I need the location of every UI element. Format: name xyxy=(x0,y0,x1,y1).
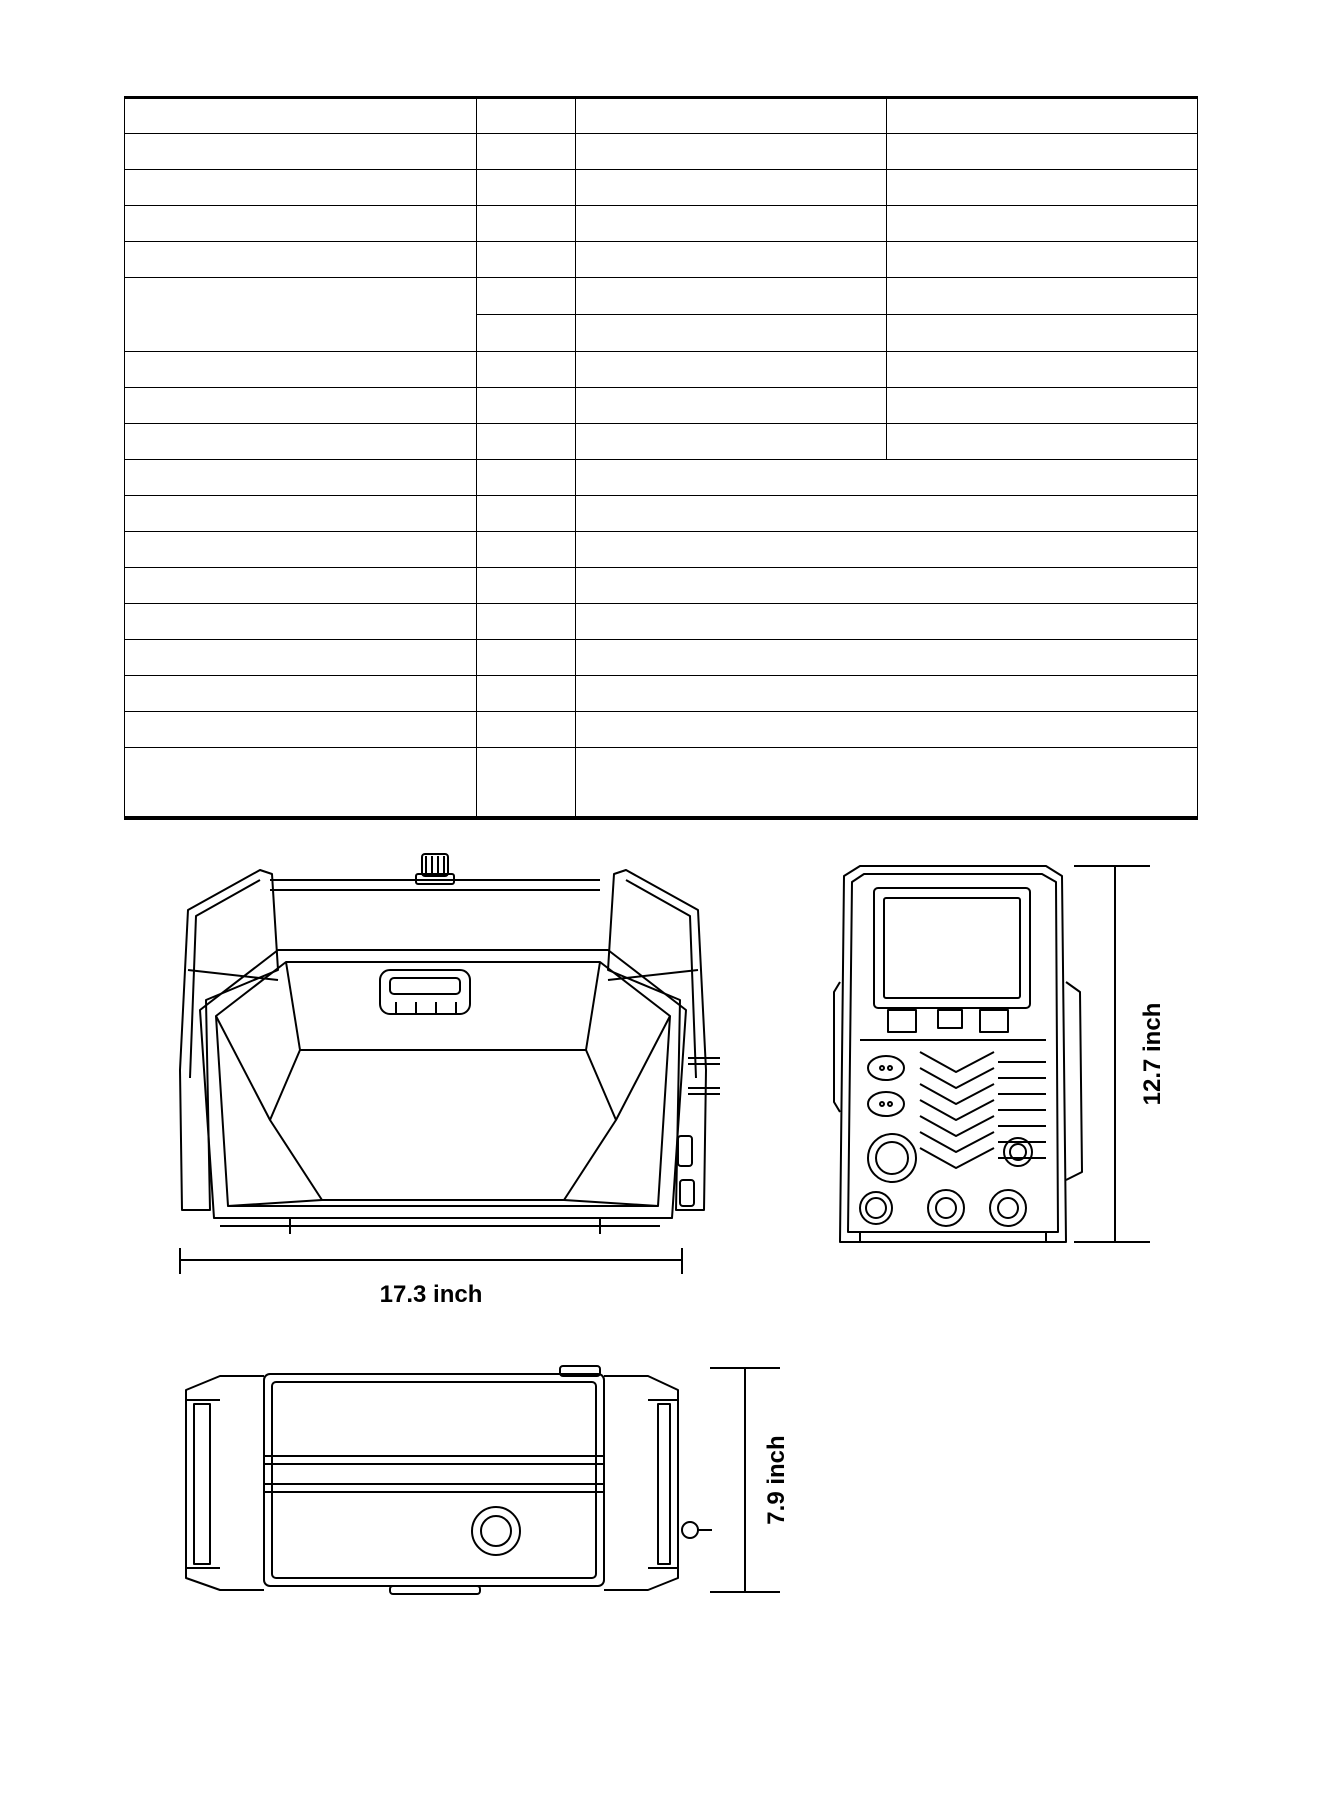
table-cell xyxy=(576,712,1198,748)
table-cell xyxy=(477,206,576,242)
table-cell xyxy=(477,496,576,532)
table-cell xyxy=(125,640,477,676)
table-cell xyxy=(477,352,576,388)
table-cell xyxy=(125,712,477,748)
table-cell xyxy=(576,242,887,278)
table-cell xyxy=(125,278,477,352)
table-cell xyxy=(125,604,477,640)
table-row xyxy=(125,712,1198,748)
table-cell xyxy=(125,206,477,242)
table-cell xyxy=(477,640,576,676)
depth-dimension-label: 7.9 inch xyxy=(763,1435,790,1525)
table-cell xyxy=(125,134,477,170)
table-cell xyxy=(887,315,1198,352)
table-cell xyxy=(887,206,1198,242)
table-cell xyxy=(125,170,477,206)
width-dimension-label: 17.3 inch xyxy=(379,1281,483,1308)
table-cell xyxy=(576,98,887,134)
table-cell xyxy=(477,242,576,278)
table-cell xyxy=(887,98,1198,134)
table-cell xyxy=(477,748,576,818)
table-row xyxy=(125,388,1198,424)
table-row xyxy=(125,460,1198,496)
table-cell xyxy=(125,388,477,424)
table-row xyxy=(125,676,1198,712)
table-cell xyxy=(576,170,887,206)
table-row xyxy=(125,568,1198,604)
table-cell xyxy=(477,315,576,352)
table-cell xyxy=(576,206,887,242)
table-cell xyxy=(477,712,576,748)
table-cell xyxy=(125,676,477,712)
table-row xyxy=(125,134,1198,170)
table-cell xyxy=(125,460,477,496)
spec-table xyxy=(124,96,1198,820)
table-cell xyxy=(576,604,1198,640)
table-cell xyxy=(887,278,1198,315)
table-cell xyxy=(576,748,1198,818)
table-cell xyxy=(125,532,477,568)
table-cell xyxy=(125,352,477,388)
table-cell xyxy=(125,424,477,460)
table-cell xyxy=(477,604,576,640)
table-cell xyxy=(576,388,887,424)
table-cell xyxy=(477,532,576,568)
table-cell xyxy=(125,242,477,278)
table-cell xyxy=(576,424,887,460)
table-row xyxy=(125,748,1198,818)
table-cell xyxy=(576,676,1198,712)
table-cell xyxy=(576,134,887,170)
table-cell xyxy=(887,352,1198,388)
table-row xyxy=(125,532,1198,568)
side-view-drawing xyxy=(160,850,730,1310)
table-cell xyxy=(576,496,1198,532)
table-row xyxy=(125,242,1198,278)
table-row xyxy=(125,352,1198,388)
table-row xyxy=(125,278,1198,315)
table-cell xyxy=(477,134,576,170)
front-view-drawing xyxy=(830,862,1190,1252)
table-cell xyxy=(576,568,1198,604)
table-cell xyxy=(887,170,1198,206)
table-row xyxy=(125,604,1198,640)
table-cell xyxy=(576,315,887,352)
table-row xyxy=(125,640,1198,676)
table-cell xyxy=(477,676,576,712)
table-row xyxy=(125,98,1198,134)
table-cell xyxy=(576,278,887,315)
table-cell xyxy=(477,424,576,460)
table-cell xyxy=(125,496,477,532)
table-cell xyxy=(887,134,1198,170)
table-cell xyxy=(887,388,1198,424)
table-cell xyxy=(576,532,1198,568)
table-cell xyxy=(576,352,887,388)
table-row xyxy=(125,424,1198,460)
table-cell xyxy=(576,460,1198,496)
table-cell xyxy=(576,640,1198,676)
table-row xyxy=(125,206,1198,242)
table-row xyxy=(125,496,1198,532)
table-cell xyxy=(125,568,477,604)
height-dimension-label: 12.7 inch xyxy=(1139,1002,1166,1106)
table-cell xyxy=(887,424,1198,460)
table-cell xyxy=(477,388,576,424)
table-cell xyxy=(125,748,477,818)
table-cell xyxy=(477,98,576,134)
top-view-drawing xyxy=(180,1360,800,1600)
table-row xyxy=(125,170,1198,206)
table-cell xyxy=(477,460,576,496)
table-cell xyxy=(477,278,576,315)
table-cell xyxy=(477,170,576,206)
table-cell xyxy=(477,568,576,604)
table-cell xyxy=(125,98,477,134)
table-cell xyxy=(887,242,1198,278)
